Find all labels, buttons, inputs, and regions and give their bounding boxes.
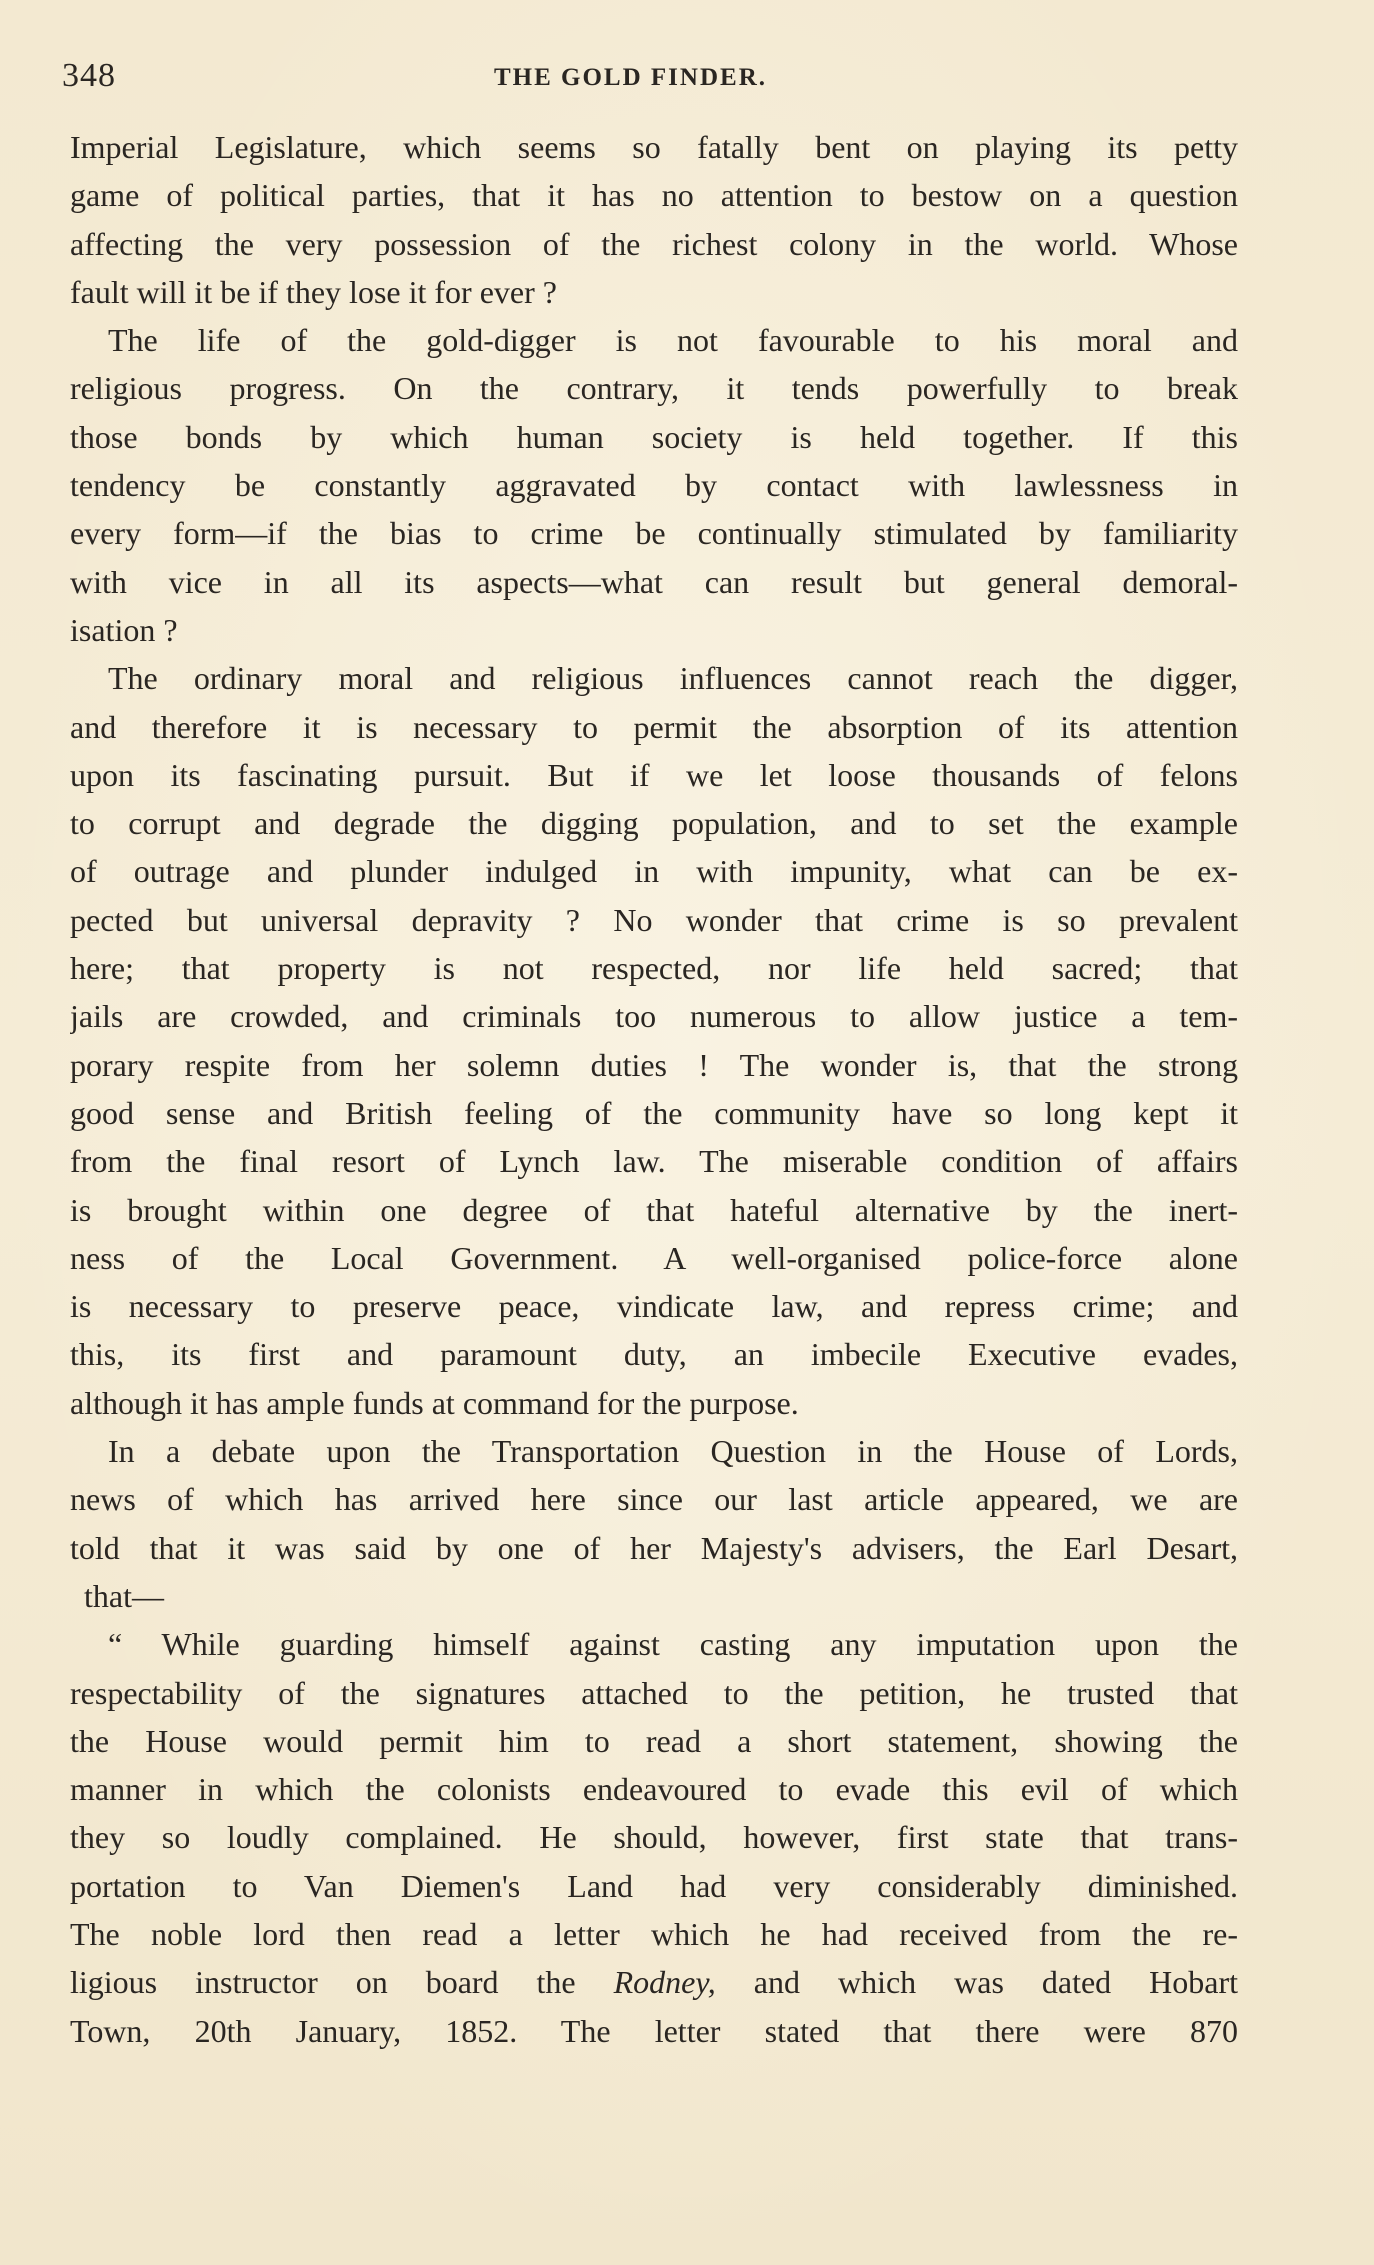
line-text: and therefore it is necessary to permit the absorption of its attention [70, 708, 1238, 745]
text-line [70, 171, 1238, 219]
line-text: upon its fascinating pursuit. But if we let loose thousands of felons [70, 756, 1238, 793]
text-line [70, 799, 1238, 847]
line-text: affecting the very possession of the richest colony in the world. Whose [70, 225, 1238, 262]
text-line [70, 461, 1238, 509]
page-header [62, 52, 1247, 100]
text-line [70, 1862, 1238, 1910]
text-line [70, 1910, 1238, 1958]
line-text: told that it was said by one of her Majesty's advisers, the Earl Desart, [70, 1529, 1238, 1566]
text-line [70, 703, 1238, 751]
text-line [70, 1186, 1238, 1234]
text-line [70, 1089, 1238, 1137]
text-line [70, 1669, 1238, 1717]
text-line [70, 847, 1238, 895]
text-line [70, 1330, 1238, 1378]
line-text: “ While guarding himself against casting any imputation upon the [108, 1626, 1238, 1663]
text-line [70, 1041, 1238, 1089]
text-line [70, 1234, 1238, 1282]
line-text: those bonds by which human society is held together. If this [70, 418, 1238, 455]
paragraph [70, 1620, 1238, 2055]
text-line [70, 1524, 1238, 1572]
text-line [70, 1427, 1238, 1475]
line-text: respectability of the signatures attached to the petition, he trusted that [70, 1674, 1238, 1711]
line-text: fault will it be if they lose it for ever ? [70, 273, 557, 310]
body-text [70, 123, 1238, 2055]
line-text: that— [84, 1577, 164, 1614]
line-text: The noble lord then read a letter which he had received from the re- [70, 1915, 1238, 1952]
text-line [70, 316, 1238, 364]
line-text: good sense and British feeling of the community have so long kept it [70, 1094, 1238, 1131]
line-text: In a debate upon the Transportation Question in the House of Lords, [108, 1433, 1238, 1470]
line-text: isation ? [70, 611, 178, 648]
text-line [70, 944, 1238, 992]
text-line [70, 606, 1238, 654]
text-line [70, 1813, 1238, 1861]
line-text: to corrupt and degrade the digging population, and to set the example [70, 805, 1238, 842]
line-text: The ordinary moral and religious influences cannot reach the digger, [108, 660, 1238, 697]
line-text: news of which has arrived here since our last article appeared, we are [70, 1481, 1238, 1518]
line-text: although it has ample funds at command for the purpose. [70, 1384, 799, 1421]
text-line [70, 751, 1238, 799]
line-text: jails are crowded, and criminals too numerous to allow justice a tem- [70, 998, 1238, 1035]
line-text: and which was dated Hobart [715, 1964, 1238, 2001]
text-line [70, 992, 1238, 1040]
line-text: tendency be constantly aggravated by contact with lawlessness in [70, 467, 1238, 504]
line-text: they so loudly complained. He should, however, first state that trans- [70, 1819, 1238, 1856]
page-number: 348 [62, 57, 116, 94]
line-text: Imperial Legislature, which seems so fatally bent on playing its petty [70, 129, 1238, 165]
text-line [70, 1620, 1238, 1668]
text-line [70, 654, 1238, 702]
line-text: this, its first and paramount duty, an imbecile Executive evades, [70, 1336, 1238, 1373]
text-line [70, 364, 1238, 412]
text-line [70, 509, 1238, 557]
line-text: is necessary to preserve peace, vindicate law, and repress crime; and [70, 1288, 1238, 1325]
line-text: pected but universal depravity ? No wonder that crime is so prevalent [70, 901, 1238, 938]
text-line [70, 896, 1238, 944]
paragraph [70, 654, 1238, 1427]
line-text: with vice in all its aspects—what can result but general demoral- [70, 563, 1238, 600]
text-line [70, 558, 1238, 606]
line-text: religious progress. On the contrary, it tends powerfully to break [70, 370, 1238, 407]
paragraph [70, 316, 1238, 654]
line-text: from the final resort of Lynch law. The miserable condition of affairs [70, 1143, 1238, 1180]
line-text: The life of the gold-digger is not favourable to his moral and [108, 322, 1238, 359]
line-text: porary respite from her solemn duties ! The wonder is, that the strong [70, 1046, 1238, 1083]
text-line [70, 1475, 1238, 1523]
paragraph [70, 123, 1238, 316]
text-line [70, 1572, 1238, 1620]
text-line [70, 220, 1238, 268]
text-line [70, 1958, 1238, 2006]
text-line [70, 1282, 1238, 1330]
text-line [70, 1137, 1238, 1185]
text-line [70, 2007, 1238, 2055]
text-line [70, 1717, 1238, 1765]
line-text: the House would permit him to read a short statement, showing the [70, 1722, 1238, 1759]
paragraph [70, 1427, 1238, 1620]
line-text: of outrage and plunder indulged in with impunity, what can be ex- [70, 853, 1238, 890]
line-text: manner in which the colonists endeavoured to evade this evil of which [70, 1771, 1238, 1808]
text-line [70, 123, 1238, 171]
line-text: ness of the Local Government. A well-organised police-force alone [70, 1239, 1238, 1276]
line-text: portation to Van Diemen's Land had very considerably diminished. [70, 1867, 1238, 1904]
text-line [70, 1765, 1238, 1813]
text-line [70, 1379, 1238, 1427]
line-text: here; that property is not respected, nor life held sacred; that [70, 950, 1238, 987]
text-line [70, 413, 1238, 461]
line-text: every form—if the bias to crime be continually stimulated by familiarity [70, 515, 1238, 552]
line-text: game of political parties, that it has no attention to bestow on a question [70, 177, 1238, 214]
line-text: ligious instructor on board the [70, 1964, 614, 2001]
text-line [70, 268, 1238, 316]
line-text: is brought within one degree of that hateful alternative by the inert- [70, 1191, 1238, 1228]
line-text: Town, 20th January, 1852. The letter stated that there were 870 [70, 2012, 1238, 2049]
running-title: THE GOLD FINDER. [494, 64, 768, 91]
italic-text: Rodney, [613, 1964, 716, 2001]
